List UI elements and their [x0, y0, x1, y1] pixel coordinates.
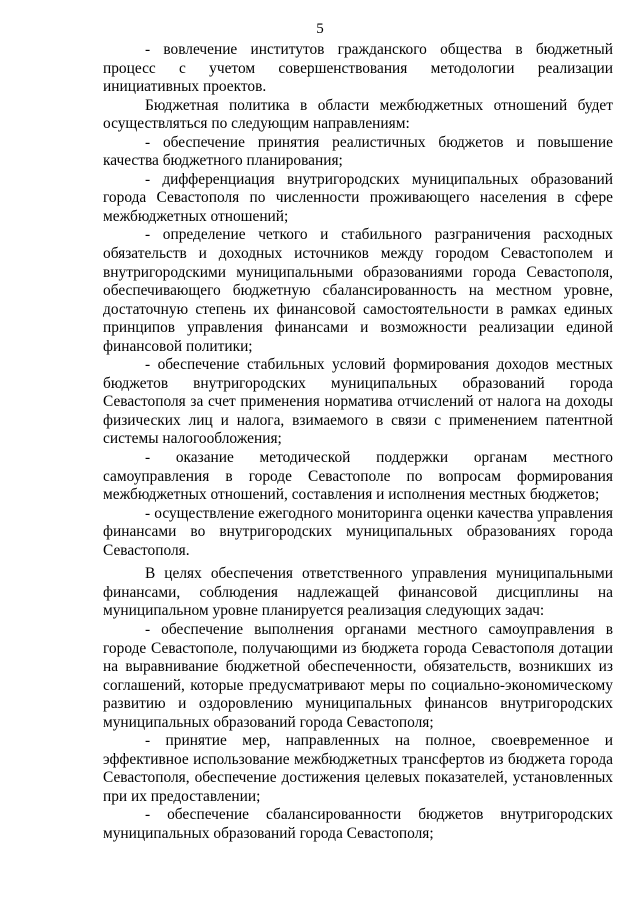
paragraph: - обеспечение выполнения органами местного самоуправления в городе Севастополе, получающими из бюджета города Севастополя дотации на выравнивание бюджетной обеспеченности, обязательств, возникших из соглашений, которые предусматривают меры по социально-экономическому развитию и оздоровлению муниципальных финансов внутригородских муниципальных образований города Севастополя;	[103, 620, 613, 731]
paragraph: - осуществление ежегодного мониторинга оценки качества управления финансами во внутригородских муниципальных образованиях города Севастополя.	[103, 504, 613, 559]
paragraph: - определение четкого и стабильного разграничения расходных обязательств и доходных источников между городом Севастополем и внутригородскими муниципальными образованиями города Севастополя, обеспечивающего бюджетную сбалансированность на местном уровне, достаточную степень их финансовой самостоятельности в рамках единых принципов управления финансами и возможности реализации единой финансовой политики;	[103, 226, 613, 355]
paragraph: - дифференциация внутригородских муниципальных образований города Севастополя по численности проживающего населения в сфере межбюджетных отношений;	[103, 170, 613, 225]
paragraph: - вовлечение институтов гражданского общества в бюджетный процесс с учетом совершенствования методологии реализации инициативных проектов.	[103, 41, 613, 96]
paragraph: - обеспечение сбалансированности бюджетов внутригородских муниципальных образований города Севастополя;	[103, 806, 613, 842]
paragraph: - обеспечение стабильных условий формирования доходов местных бюджетов внутригородских муниципальных образований города Севастополя за счет применения норматива отчислений от налога на доходы физических лиц и налога, взимаемого в связи с применением патентной системы налогообложения;	[103, 356, 613, 448]
page-number: 5	[316, 21, 324, 37]
document-body	[103, 41, 613, 844]
paragraph: - принятие мер, направленных на полное, своевременное и эффективное использование межбюджетных трансфертов из бюджета города Севастополя, обеспечение достижения целевых показателей, установленных при их предоставлении;	[103, 732, 613, 805]
paragraph: Бюджетная политика в области межбюджетных отношений будет осуществляться по следующим направлениям:	[103, 96, 613, 133]
paragraph: - обеспечение принятия реалистичных бюджетов и повышение качества бюджетного планирования;	[103, 133, 613, 170]
paragraph: В целях обеспечения ответственного управления муниципальными финансами, соблюдения надлежащей финансовой дисциплины на муниципальном уровне планируется реализация следующих задач:	[103, 565, 613, 620]
paragraph: - оказание методической поддержки органам местного самоуправления в городе Севастополе по вопросам формирования межбюджетных отношений, составления и исполнения местных бюджетов;	[103, 449, 613, 504]
